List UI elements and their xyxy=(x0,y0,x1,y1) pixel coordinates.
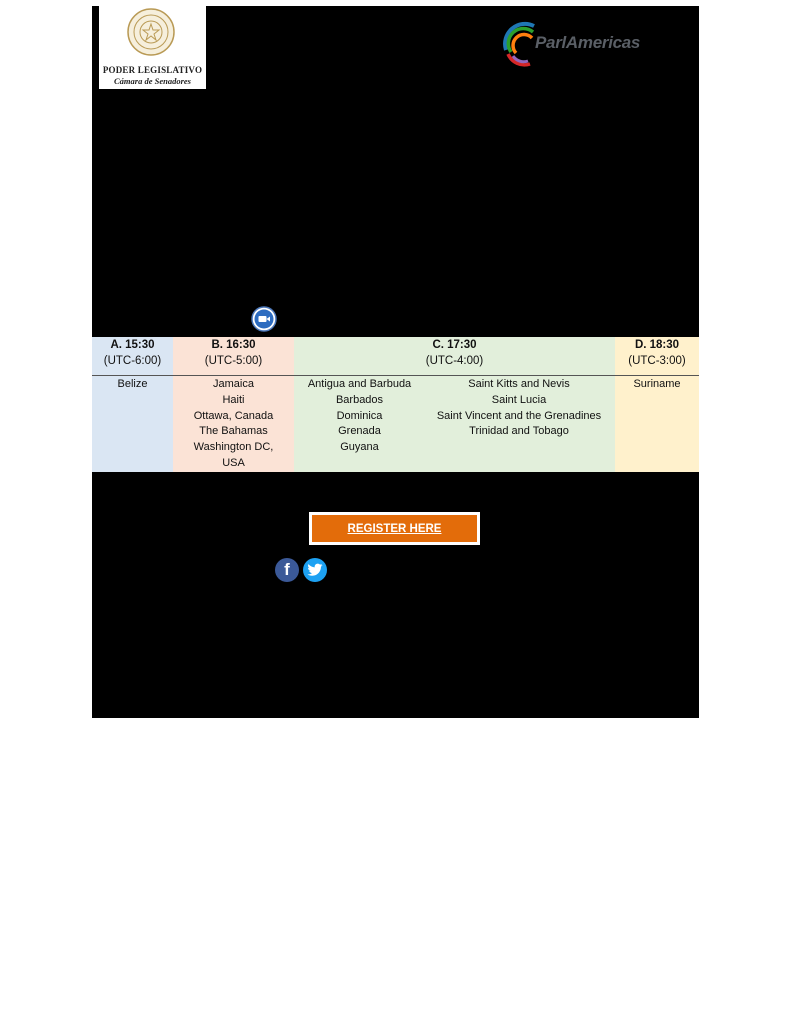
twitter-icon[interactable] xyxy=(303,558,327,582)
country-item: USA xyxy=(222,456,245,469)
zone-column-b xyxy=(173,337,294,472)
zone-c-utc: (UTC-4:00) xyxy=(425,355,484,367)
country-item: Saint Lucia xyxy=(491,393,547,406)
parlamericas-logo xyxy=(500,20,675,68)
country-item: Washington DC, xyxy=(193,441,274,454)
video-camera-icon[interactable] xyxy=(251,306,277,332)
zone-d-utc: (UTC-3:00) xyxy=(628,355,686,367)
zone-a-time: A. 15:30 xyxy=(110,339,155,351)
country-item: Grenada xyxy=(338,425,381,438)
parlamericas-logo-text: ParlAmericas xyxy=(535,33,641,52)
zone-b-utc: (UTC-5:00) xyxy=(204,355,263,367)
twitter-bird-icon xyxy=(307,563,323,577)
country-item: Ottawa, Canada xyxy=(193,409,274,422)
country-item: Suriname xyxy=(633,378,681,390)
table-header-divider xyxy=(92,375,699,376)
country-item: Antigua and Barbuda xyxy=(307,378,412,390)
zone-a-countries xyxy=(92,377,173,393)
paraguay-seal-icon xyxy=(127,8,175,56)
country-item: Dominica xyxy=(336,409,383,422)
country-item: Guyana xyxy=(340,441,379,454)
country-item: Trinidad and Tobago xyxy=(469,425,569,438)
zone-column-c xyxy=(294,337,615,472)
country-item: Barbados xyxy=(335,393,384,406)
country-item: Saint Vincent and the Grenadines xyxy=(436,409,602,422)
zone-a-utc: (UTC-6:00) xyxy=(103,355,162,367)
zone-b-countries xyxy=(173,377,294,472)
zone-c-countries-left xyxy=(296,377,423,456)
parlamericas-arcs-icon xyxy=(500,20,540,68)
zone-d-countries xyxy=(615,377,699,393)
country-item: Jamaica xyxy=(213,378,254,390)
flyer-page xyxy=(92,6,699,718)
country-item: Belize xyxy=(117,378,148,390)
register-button-label[interactable]: REGISTER HERE xyxy=(312,515,477,542)
zone-d-time: D. 18:30 xyxy=(634,339,680,351)
country-item: The Bahamas xyxy=(199,425,268,438)
facebook-glyph: f xyxy=(284,560,290,579)
zone-b-time: B. 16:30 xyxy=(211,339,256,351)
country-item: Haiti xyxy=(222,393,245,406)
zone-column-a xyxy=(92,337,173,472)
time-zone-table xyxy=(92,337,699,472)
senate-logo xyxy=(99,6,206,89)
zone-c-countries-right xyxy=(423,377,615,440)
senate-logo-line2: Cámara de Senadores xyxy=(114,76,191,86)
zone-column-d xyxy=(615,337,699,472)
country-item: Saint Kitts and Nevis xyxy=(468,378,570,390)
senate-logo-line1: PODER LEGISLATIVO xyxy=(102,65,203,75)
facebook-icon[interactable] xyxy=(275,558,299,582)
zone-c-time: C. 17:30 xyxy=(432,339,477,351)
register-button[interactable] xyxy=(309,512,480,545)
